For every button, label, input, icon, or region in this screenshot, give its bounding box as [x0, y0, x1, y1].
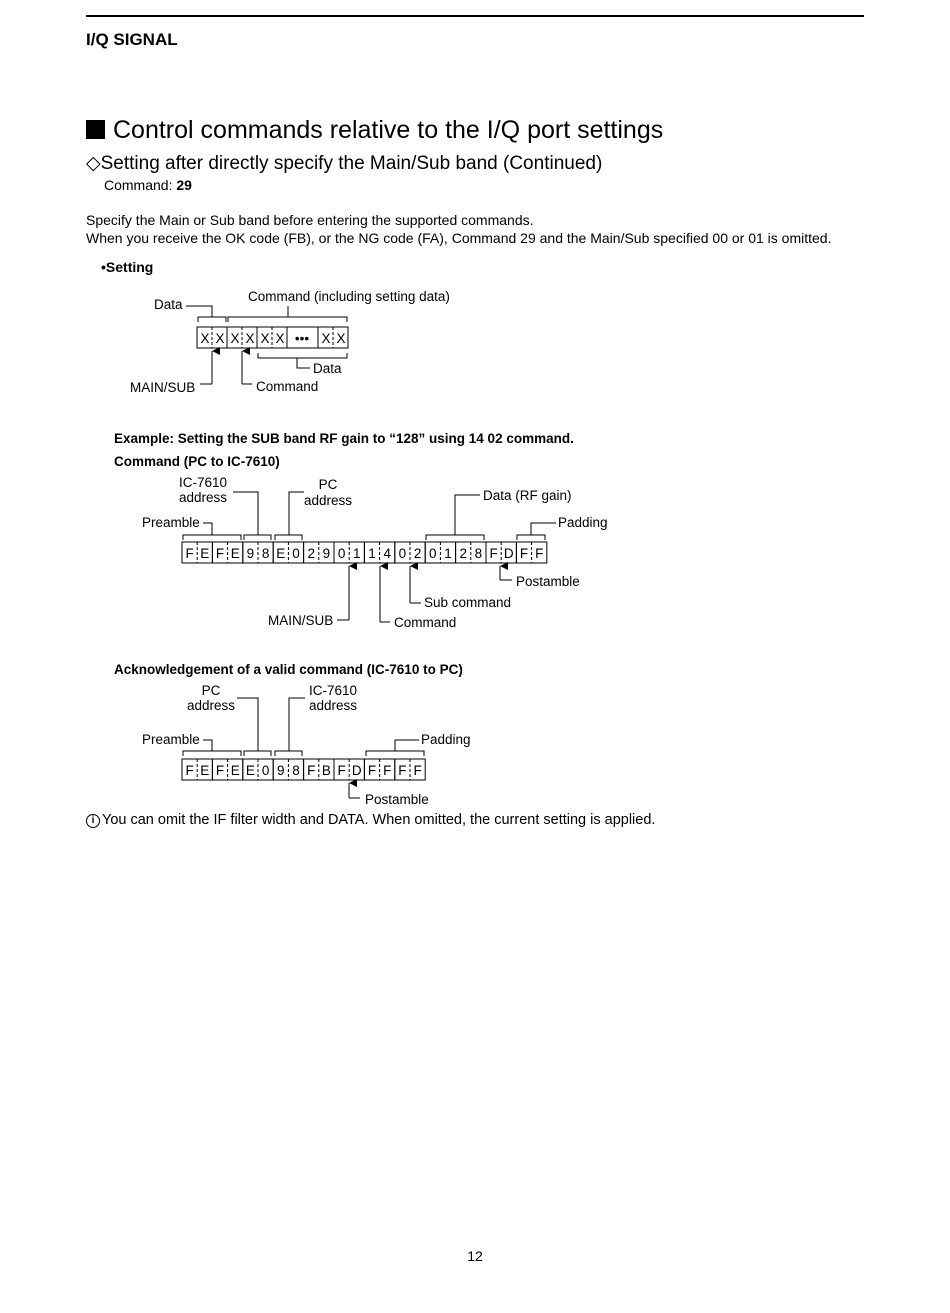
setting-cell: X	[245, 331, 255, 346]
example-cell: F	[185, 546, 194, 561]
subsection-title-text: Setting after directly specify the Main/Sub band (Continued)	[100, 153, 603, 174]
ack-label-preamble: Preamble	[142, 732, 200, 747]
ack-cell: D	[351, 763, 362, 778]
setting-label-data: Data	[154, 297, 183, 312]
paragraph-2: When you receive the OK code (FB), or the NG code (FA), Command 29 and the Main/Sub specified 00 or 01 is omitted.	[86, 230, 832, 246]
example-subheading: Command (PC to IC-7610)	[114, 454, 280, 469]
example-cell: E	[200, 546, 210, 561]
setting-labels	[130, 289, 450, 395]
ack-label-pc-line2: address	[186, 698, 236, 713]
ack-cell: F	[337, 763, 346, 778]
example-cell: 0	[337, 546, 346, 561]
setting-command-bracket	[228, 317, 347, 322]
ack-cell: E	[200, 763, 210, 778]
ack-cell: 8	[292, 763, 300, 778]
ack-padding-bracket	[366, 751, 424, 756]
example-padding-bracket	[517, 535, 545, 540]
setting-label-main-sub: MAIN/SUB	[130, 380, 196, 395]
ack-padding-leader	[395, 740, 419, 751]
example-ic-bracket	[244, 535, 271, 540]
example-cell: D	[503, 546, 514, 561]
ack-cell: F	[185, 763, 194, 778]
example-cell: 0	[398, 546, 407, 561]
example-cell: 1	[368, 546, 376, 561]
example-label-pc-line1: PC	[318, 477, 338, 492]
ack-ic-bracket	[275, 751, 302, 756]
example-cell: 1	[444, 546, 452, 561]
example-label-ic-line2: address	[178, 490, 228, 505]
setting-data2-leader	[297, 358, 310, 368]
ack-label-pc-line1: PC	[201, 683, 221, 698]
example-label-main-sub: MAIN/SUB	[268, 613, 334, 628]
ack-label-postamble: Postamble	[365, 792, 429, 807]
example-label-ic-line1: IC-7610	[178, 475, 228, 490]
example-preamble-leader	[203, 523, 212, 535]
example-label-data-rf: Data (RF gain)	[483, 488, 572, 503]
example-boxes	[182, 542, 547, 563]
example-cell: F	[535, 546, 544, 561]
setting-heading: •Setting	[101, 259, 154, 275]
setting-label-command-incl: Command (including setting data)	[248, 289, 450, 304]
ack-cell: F	[367, 763, 377, 778]
ack-cell: E	[245, 763, 255, 778]
ack-heading: Acknowledgement of a valid command (IC-7610 to PC)	[114, 662, 463, 677]
example-label-preamble: Preamble	[142, 515, 200, 530]
example-cell: 1	[353, 546, 361, 561]
ack-label-ic-line2: address	[308, 698, 358, 713]
setting-cells	[200, 331, 345, 346]
setting-cell: X	[336, 331, 346, 346]
example-data-bracket	[426, 535, 484, 540]
example-cell: 2	[413, 546, 422, 561]
example-cell: F	[489, 546, 498, 561]
example-padding-leader	[531, 523, 556, 535]
example-label-padding: Padding	[558, 515, 608, 530]
ack-cell: B	[321, 763, 331, 778]
example-cell: F	[519, 546, 529, 561]
example-data-leader	[455, 495, 480, 535]
page-number: 12	[467, 1248, 483, 1264]
example-cell: 0	[429, 546, 437, 561]
command-value: 29	[176, 177, 192, 193]
example-ic-leader	[233, 492, 258, 535]
example-heading: Example: Setting the SUB band RF gain to “128” using 14 02 command.	[114, 431, 574, 446]
section-title: I/Q SIGNAL	[86, 30, 178, 49]
ack-cell: F	[413, 763, 422, 778]
setting-cell: X	[275, 331, 285, 346]
setting-cell: X	[200, 331, 210, 346]
setting-data2-bracket	[258, 353, 347, 358]
example-cell: 8	[261, 546, 270, 561]
ack-preamble-leader	[203, 740, 212, 751]
ack-pc-leader	[237, 698, 258, 751]
setting-cell: X	[230, 331, 240, 346]
ack-cell: 9	[277, 763, 285, 778]
example-cell: E	[276, 546, 286, 561]
note-text: You can omit the IF filter width and DATA. When omitted, the current setting is applied.	[102, 812, 656, 828]
ack-cell: F	[398, 763, 407, 778]
example-label-sub-command: Sub command	[424, 595, 512, 610]
ack-label-ic-line1: IC-7610	[308, 683, 358, 698]
ack-cell: E	[230, 763, 240, 778]
example-pc-leader	[289, 492, 304, 535]
ack-cell: F	[383, 763, 392, 778]
example-preamble-bracket	[183, 535, 241, 540]
paragraph-1: Specify the Main or Sub band before entering the supported commands.	[86, 212, 534, 228]
ack-diagram	[182, 698, 425, 798]
setting-cell: X	[321, 331, 331, 346]
setting-label-data2: Data	[313, 361, 342, 376]
ack-cell: F	[307, 763, 316, 778]
example-label-pc-line2: address	[303, 493, 353, 508]
example-cell: 0	[292, 546, 300, 561]
command-label: Command:	[104, 177, 173, 193]
note	[86, 812, 655, 828]
example-cell: 9	[322, 546, 331, 561]
setting-cell: X	[215, 331, 225, 346]
ack-labels	[142, 683, 471, 807]
example-cell: 4	[383, 546, 391, 561]
ack-label-padding: Padding	[421, 732, 471, 747]
diamond-icon: ◇	[86, 153, 101, 174]
ack-ic-leader	[289, 698, 305, 751]
example-label-command: Command	[394, 615, 457, 630]
example-cell: 9	[246, 546, 255, 561]
example-cell: 8	[474, 546, 483, 561]
ack-cell: 0	[261, 763, 270, 778]
setting-data-leader	[186, 306, 212, 317]
example-pc-bracket	[275, 535, 302, 540]
example-cell: F	[215, 546, 225, 561]
page-title-text: Control commands relative to the I/Q port settings	[113, 116, 664, 144]
example-label-postamble: Postamble	[516, 574, 580, 589]
example-cell: E	[230, 546, 240, 561]
setting-label-command: Command	[256, 379, 319, 394]
info-icon: i	[86, 814, 100, 828]
setting-cell: X	[260, 331, 270, 346]
setting-cell: •••	[294, 331, 310, 346]
ack-preamble-bracket	[183, 751, 241, 756]
ack-boxes	[182, 759, 425, 780]
ack-pc-bracket	[244, 751, 271, 756]
ack-cell: F	[215, 763, 225, 778]
example-cell: 2	[307, 546, 315, 561]
example-cell: 2	[459, 546, 467, 561]
setting-data-bracket	[198, 317, 226, 322]
